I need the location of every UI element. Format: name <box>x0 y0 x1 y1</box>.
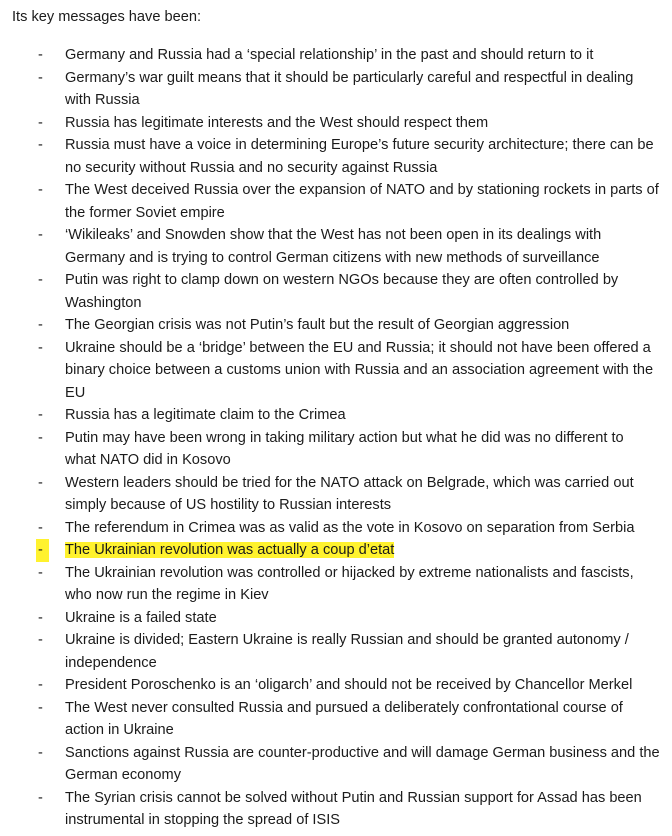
list-item <box>0 44 672 67</box>
bullet-dash: - <box>38 182 43 198</box>
list-item-text: Ukraine is a failed state <box>65 609 217 626</box>
list-item <box>0 269 672 314</box>
bullet-dash: - <box>38 609 43 626</box>
bullet-dash: - <box>36 539 49 562</box>
bullet-dash: - <box>38 699 43 716</box>
intro-text: Its key messages have been: <box>12 9 202 25</box>
bullet-dash: - <box>38 47 43 63</box>
list-item <box>0 314 672 337</box>
bullet-dash: - <box>38 632 43 648</box>
list-item-highlighted <box>0 539 672 562</box>
list-item-text: Sanctions against Russia are counter-productive and will damage German business and the German economy <box>65 744 660 783</box>
list-item-text: The West deceived Russia over the expansion of NATO and by stationing rockets in parts of the former Soviet empire <box>65 182 659 221</box>
bullet-dash: - <box>38 677 43 693</box>
list-item-text: Germany’s war guilt means that it should be particularly careful and respectful in dealing with Russia <box>65 69 634 108</box>
list-item-text: Ukraine should be a ‘bridge’ between the EU and Russia; it should not have been offered a binary choice between a customs union with Russia and an association agreement with the EU <box>65 339 654 401</box>
list-item-text: The Georgian crisis was not Putin’s fault but the result of Georgian aggression <box>65 317 570 333</box>
list-item-text: Russia has a legitimate claim to the Crimea <box>65 407 346 423</box>
list-item-text: The Syrian crisis cannot be solved without Putin and Russian support for Assad has been instrumental in stopping the spread of ISIS <box>65 789 642 828</box>
list-item-text: Putin was right to clamp down on western NGOs because they are often controlled by Washington <box>65 272 619 311</box>
list-item-text <box>65 539 665 562</box>
list-item <box>0 404 672 427</box>
list-item <box>0 134 672 179</box>
list-item <box>0 337 672 405</box>
bullet-dash: - <box>38 227 43 243</box>
list-item <box>0 179 672 224</box>
list-item-text: The referendum in Crimea was as valid as the vote in Kosovo on separation from Serbia <box>65 519 635 536</box>
highlighted-text: The Ukrainian revolution was actually a coup d’etat <box>65 542 395 558</box>
bullet-dash: - <box>38 137 43 153</box>
list-item <box>0 787 672 832</box>
list-item <box>0 697 672 742</box>
list-item <box>0 427 672 472</box>
list-item-text: Germany and Russia had a ‘special relationship’ in the past and should return to it <box>65 47 594 63</box>
bullet-dash: - <box>38 317 43 333</box>
list-item-text: The West never consulted Russia and pursued a deliberately confrontational course of action in Ukraine <box>65 699 623 738</box>
list-item <box>0 607 672 630</box>
list-item-text: Ukraine is divided; Eastern Ukraine is really Russian and should be granted autonomy / independence <box>65 632 629 671</box>
list-item <box>0 517 672 540</box>
list-item <box>0 224 672 269</box>
list-item <box>0 674 672 697</box>
key-messages-list <box>0 44 672 832</box>
bullet-dash: - <box>38 519 43 536</box>
list-item-text: President Poroschenko is an ‘oligarch’ and should not be received by Chancellor Merkel <box>65 677 633 693</box>
bullet-dash: - <box>38 69 43 86</box>
bullet-dash: - <box>38 474 43 491</box>
list-item <box>0 472 672 517</box>
list-item <box>0 67 672 112</box>
list-item-text: The Ukrainian revolution was controlled or hijacked by extreme nationalists and fascists, who now run the regime in Kiev <box>65 564 634 603</box>
list-item <box>0 742 672 787</box>
list-item-text: Western leaders should be tried for the NATO attack on Belgrade, which was carried out simply because of US hostility to Russian interests <box>65 474 634 513</box>
bullet-dash: - <box>38 272 43 288</box>
list-item-text: ‘Wikileaks’ and Snowden show that the West has not been open in its dealings with Germany and is trying to control German citizens with new methods of surveillance <box>65 227 602 266</box>
bullet-dash: - <box>38 744 43 761</box>
list-item-text: Russia has legitimate interests and the West should respect them <box>65 114 489 131</box>
list-item-text: Russia must have a voice in determining Europe’s future security architecture; there can be no security without Russia and no security against Russia <box>65 137 654 176</box>
bullet-dash: - <box>38 564 43 581</box>
bullet-dash: - <box>38 789 43 806</box>
bullet-dash: - <box>38 114 43 131</box>
bullet-dash: - <box>38 429 43 446</box>
list-item <box>0 112 672 135</box>
list-item-text: Putin may have been wrong in taking military action but what he did was no different to what NATO did in Kosovo <box>65 429 624 468</box>
list-item <box>0 562 672 607</box>
bullet-dash: - <box>38 407 43 423</box>
list-item <box>0 629 672 674</box>
bullet-dash: - <box>38 339 43 356</box>
